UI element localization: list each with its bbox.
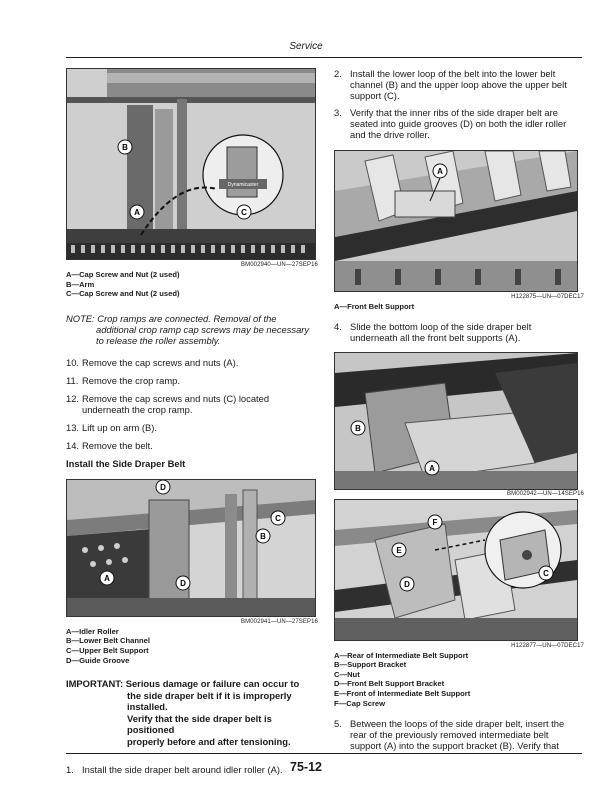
figure-id: H122877—UN—07DEC17: [511, 642, 584, 649]
step-number: 4.: [334, 320, 342, 332]
section-heading: Install the Side Draper Belt: [66, 457, 186, 469]
legend-item: C—Nut: [334, 669, 360, 679]
legend-item: C—Upper Belt Support: [66, 645, 149, 655]
callout-a: A: [104, 573, 110, 583]
figure-belt-install: [66, 479, 316, 617]
figure-id: BM002942—UN—14SEP16: [507, 490, 584, 497]
step-text: channel (B) and the upper loop above the upper belt: [350, 79, 567, 90]
legend-item: C—Cap Screw and Nut (2 used): [66, 289, 180, 299]
step-text: seated into guide grooves (D) on both the idler roller: [350, 118, 567, 129]
figure-roller-removal: [66, 68, 316, 260]
legend-item: D—Front Belt Support Bracket: [334, 679, 445, 689]
legend-item: B—Arm: [66, 279, 95, 289]
figure-intermediate-support-graphic: [335, 500, 577, 640]
figure-legend: [66, 627, 318, 665]
callout-c: C: [543, 568, 549, 578]
step-item: [334, 321, 584, 343]
note-line: to release the roller assembly.: [96, 334, 221, 346]
step-text: support (C).: [350, 90, 400, 101]
step-item: [66, 440, 318, 451]
page-number: 75-12: [290, 760, 322, 774]
step-text: Between the loops of the side draper belt, insert the: [350, 718, 565, 730]
legend-item: B—Support Bracket: [334, 660, 407, 670]
step-number: 3.: [334, 107, 342, 118]
left-column: [66, 68, 318, 775]
callout-f: F: [432, 517, 438, 527]
footer-rule: [66, 753, 582, 754]
figure-id: BM002941—UN—27SEP16: [241, 618, 318, 625]
callout-e: E: [396, 545, 402, 555]
important-line: IMPORTANT: Serious damage or failure can occur to: [66, 678, 300, 690]
step-item: [66, 422, 318, 433]
figure-legend: [66, 270, 318, 299]
step-text: Install the side draper belt around idler roller (A).: [82, 764, 283, 776]
figure-legend: [334, 302, 584, 312]
legend-item: D—Guide Groove: [66, 655, 130, 665]
step-text: Install the lower loop of the belt into the lower belt: [350, 68, 556, 79]
step-text: Remove the crop ramp.: [82, 374, 180, 386]
step-text: support (A) into the support bracket (B). Verify that: [350, 740, 559, 752]
legend-item: A—Idler Roller: [66, 626, 119, 636]
step-item: [334, 68, 584, 101]
step-text: and the drive roller.: [350, 129, 430, 140]
figure-intermediate-support: [334, 499, 578, 641]
figure-bottom-loop-graphic: [335, 353, 577, 489]
legend-item: F—Cap Screw: [334, 698, 386, 708]
step-number: 2.: [334, 68, 342, 79]
figure-belt-install-graphic: [67, 480, 315, 616]
step-text: underneath the crop ramp.: [82, 403, 193, 415]
callout-d: D: [160, 482, 166, 492]
step-item: [66, 393, 318, 415]
step-text: Remove the cap screws and nuts (A).: [82, 356, 239, 368]
callout-b: B: [355, 423, 361, 433]
figure-bottom-loop: [334, 352, 578, 490]
step-text: Remove the cap screws and nuts (C) located: [82, 392, 270, 404]
step-item: [66, 375, 318, 386]
page-header: Service: [289, 41, 323, 52]
step-list: [66, 357, 318, 451]
step-number: 11.: [66, 374, 79, 386]
step-number: 10.: [66, 356, 80, 368]
step-text: Lift up on arm (B).: [82, 421, 158, 433]
figure-front-belt-support: [334, 150, 578, 292]
step-number: 13.: [66, 421, 80, 433]
note: [66, 313, 318, 346]
callout-b: B: [122, 143, 128, 152]
step-item: [334, 107, 584, 140]
header-rule: [66, 57, 582, 58]
legend-item: A—Front Belt Support: [334, 302, 415, 311]
callout-a: A: [429, 463, 435, 473]
figure-roller-removal-graphic: [67, 69, 315, 259]
figure-id: BM002940—UN—27SEP16: [241, 262, 318, 268]
step-item: [334, 718, 584, 751]
callout-a: A: [134, 208, 140, 217]
figure-id: H122875—UN—07DEC17: [511, 294, 584, 300]
important-line: the side draper belt if it is improperly installed.: [127, 689, 292, 713]
callout-b: B: [260, 531, 266, 541]
step-text: underneath all the front belt supports (A).: [350, 331, 521, 343]
note-line: additional crop ramp cap screws may be necessary: [96, 323, 310, 335]
step-number: 1.: [66, 764, 74, 776]
important-notice: [66, 678, 318, 747]
right-column: [334, 68, 584, 751]
important-line: properly before and after tensioning.: [127, 735, 291, 747]
callout-d: D: [180, 578, 186, 588]
figure-front-belt-support-graphic: [335, 151, 577, 291]
important-line: Verify that the side draper belt is positioned: [127, 712, 272, 736]
figure-graphic-text: Dynamicaster: [227, 182, 259, 188]
legend-item: E—Front of Intermediate Belt Support: [334, 688, 471, 698]
step-text: Verify that the inner ribs of the side draper belt are: [350, 107, 558, 118]
step-text: rear of the previously removed intermediate belt: [350, 729, 549, 741]
callout-a: A: [437, 167, 443, 176]
step-text: Remove the belt.: [82, 439, 153, 451]
callout-d: D: [404, 579, 410, 589]
step-number: 5.: [334, 718, 342, 730]
figure-legend: [334, 651, 584, 709]
step-number: 14.: [66, 439, 80, 451]
step-item: [66, 357, 318, 368]
legend-item: B—Lower Belt Channel: [66, 636, 150, 646]
callout-c: C: [241, 208, 247, 217]
callout-c: C: [275, 513, 281, 523]
legend-item: A—Rear of Intermediate Belt Support: [334, 650, 469, 660]
note-line: NOTE: Crop ramps are connected. Removal of the: [66, 312, 277, 324]
step-number: 12.: [66, 392, 80, 404]
legend-item: A—Cap Screw and Nut (2 used): [66, 270, 180, 279]
step-text: Slide the bottom loop of the side draper belt: [350, 320, 532, 332]
